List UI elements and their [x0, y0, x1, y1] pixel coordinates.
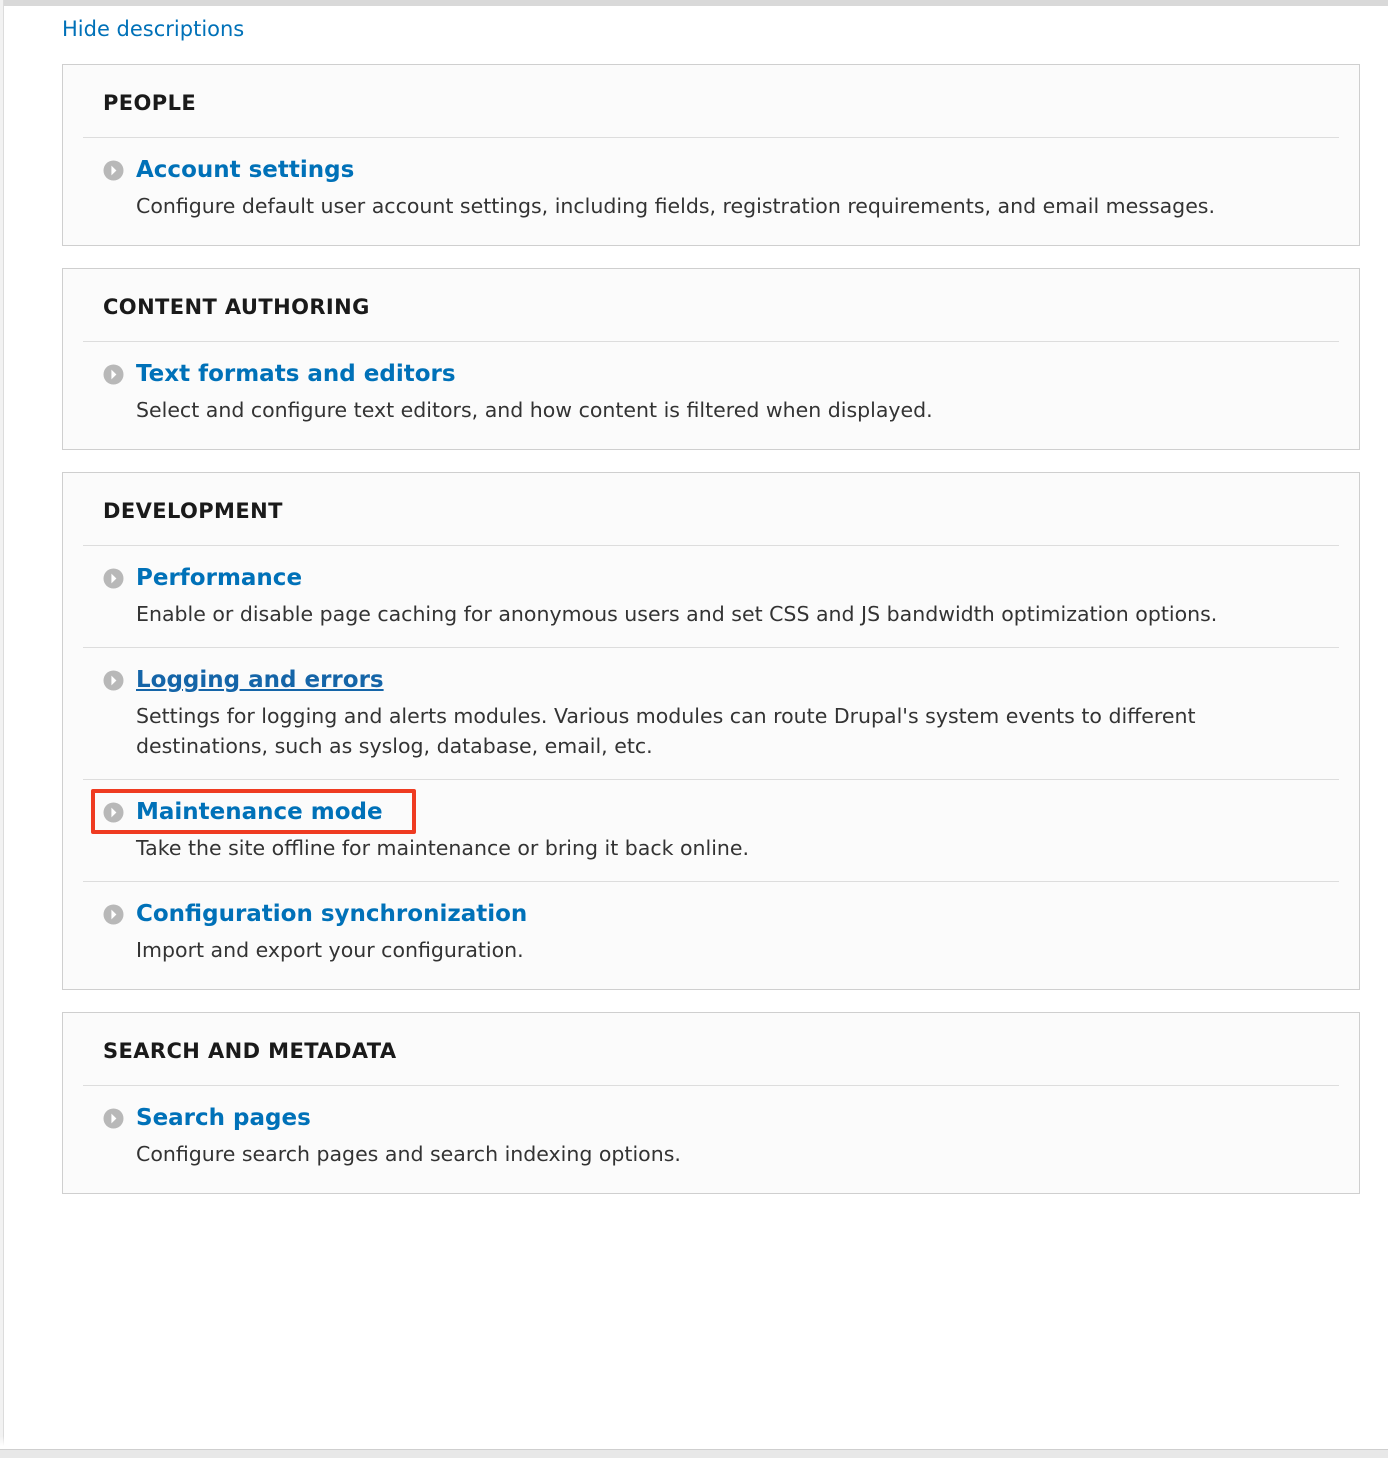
- list-item-description: Enable or disable page caching for anonymous users and set CSS and JS bandwidth optimization options.: [136, 602, 1218, 626]
- section-title: SEARCH AND METADATA: [83, 1013, 1339, 1086]
- list-item-head: [83, 666, 1339, 694]
- link-configuration-synchronization[interactable]: Configuration synchronization: [136, 901, 528, 927]
- list-item: [83, 546, 1339, 648]
- chevron-right-circle-icon: [103, 670, 124, 691]
- list-item-head: [83, 360, 1339, 388]
- list-item-description: Configure search pages and search indexing options.: [136, 1142, 681, 1166]
- configuration-page: [4, 6, 1388, 1450]
- list-item-description: Settings for logging and alerts modules. Various modules can route Drupal's system events to different destinations, such as syslog, database, email, etc.: [136, 704, 1196, 758]
- chevron-right-circle-icon: [103, 1108, 124, 1129]
- chevron-right-circle-icon: [103, 568, 124, 589]
- list-item-head: [83, 798, 1339, 826]
- link-account-settings[interactable]: Account settings: [136, 157, 355, 183]
- section-title: DEVELOPMENT: [83, 473, 1339, 546]
- section-people: [62, 64, 1360, 246]
- list-item: [83, 1086, 1339, 1187]
- section-items: [63, 138, 1359, 245]
- link-maintenance-mode[interactable]: Maintenance mode: [136, 799, 383, 825]
- link-text-formats-and-editors[interactable]: Text formats and editors: [136, 361, 456, 387]
- list-item-head: [83, 900, 1339, 928]
- section-items: [63, 342, 1359, 449]
- list-item-description: Select and configure text editors, and how content is filtered when displayed.: [136, 398, 933, 422]
- list-item-description: Configure default user account settings, including fields, registration requirements, and email messages.: [136, 194, 1216, 218]
- list-item-description: Take the site offline for maintenance or bring it back online.: [136, 836, 750, 860]
- link-search-pages[interactable]: Search pages: [136, 1105, 311, 1131]
- section-title: CONTENT AUTHORING: [83, 269, 1339, 342]
- chevron-right-circle-icon: [103, 802, 124, 823]
- section-items: [63, 1086, 1359, 1193]
- viewport-clip-fade: [0, 1436, 1388, 1450]
- list-item-description: Import and export your configuration.: [136, 938, 524, 962]
- chevron-right-circle-icon: [103, 160, 124, 181]
- list-item-head: [83, 564, 1339, 592]
- section-development: [62, 472, 1360, 990]
- list-item: [83, 648, 1339, 780]
- list-item: [83, 882, 1339, 983]
- section-content-authoring: [62, 268, 1360, 450]
- section-search-and-metadata: [62, 1012, 1360, 1194]
- section-items: [63, 546, 1359, 989]
- window-bottom-chrome: [0, 1449, 1388, 1458]
- chevron-right-circle-icon: [103, 904, 124, 925]
- section-title: PEOPLE: [83, 65, 1339, 138]
- link-performance[interactable]: Performance: [136, 565, 303, 591]
- list-item-head: [83, 156, 1339, 184]
- hide-descriptions-link[interactable]: Hide descriptions: [62, 17, 245, 41]
- chevron-right-circle-icon: [103, 364, 124, 385]
- list-item: [83, 780, 1339, 882]
- list-item: [83, 342, 1339, 443]
- list-item: [83, 138, 1339, 239]
- link-logging-and-errors[interactable]: Logging and errors: [136, 667, 384, 693]
- list-item-head: [83, 1104, 1339, 1132]
